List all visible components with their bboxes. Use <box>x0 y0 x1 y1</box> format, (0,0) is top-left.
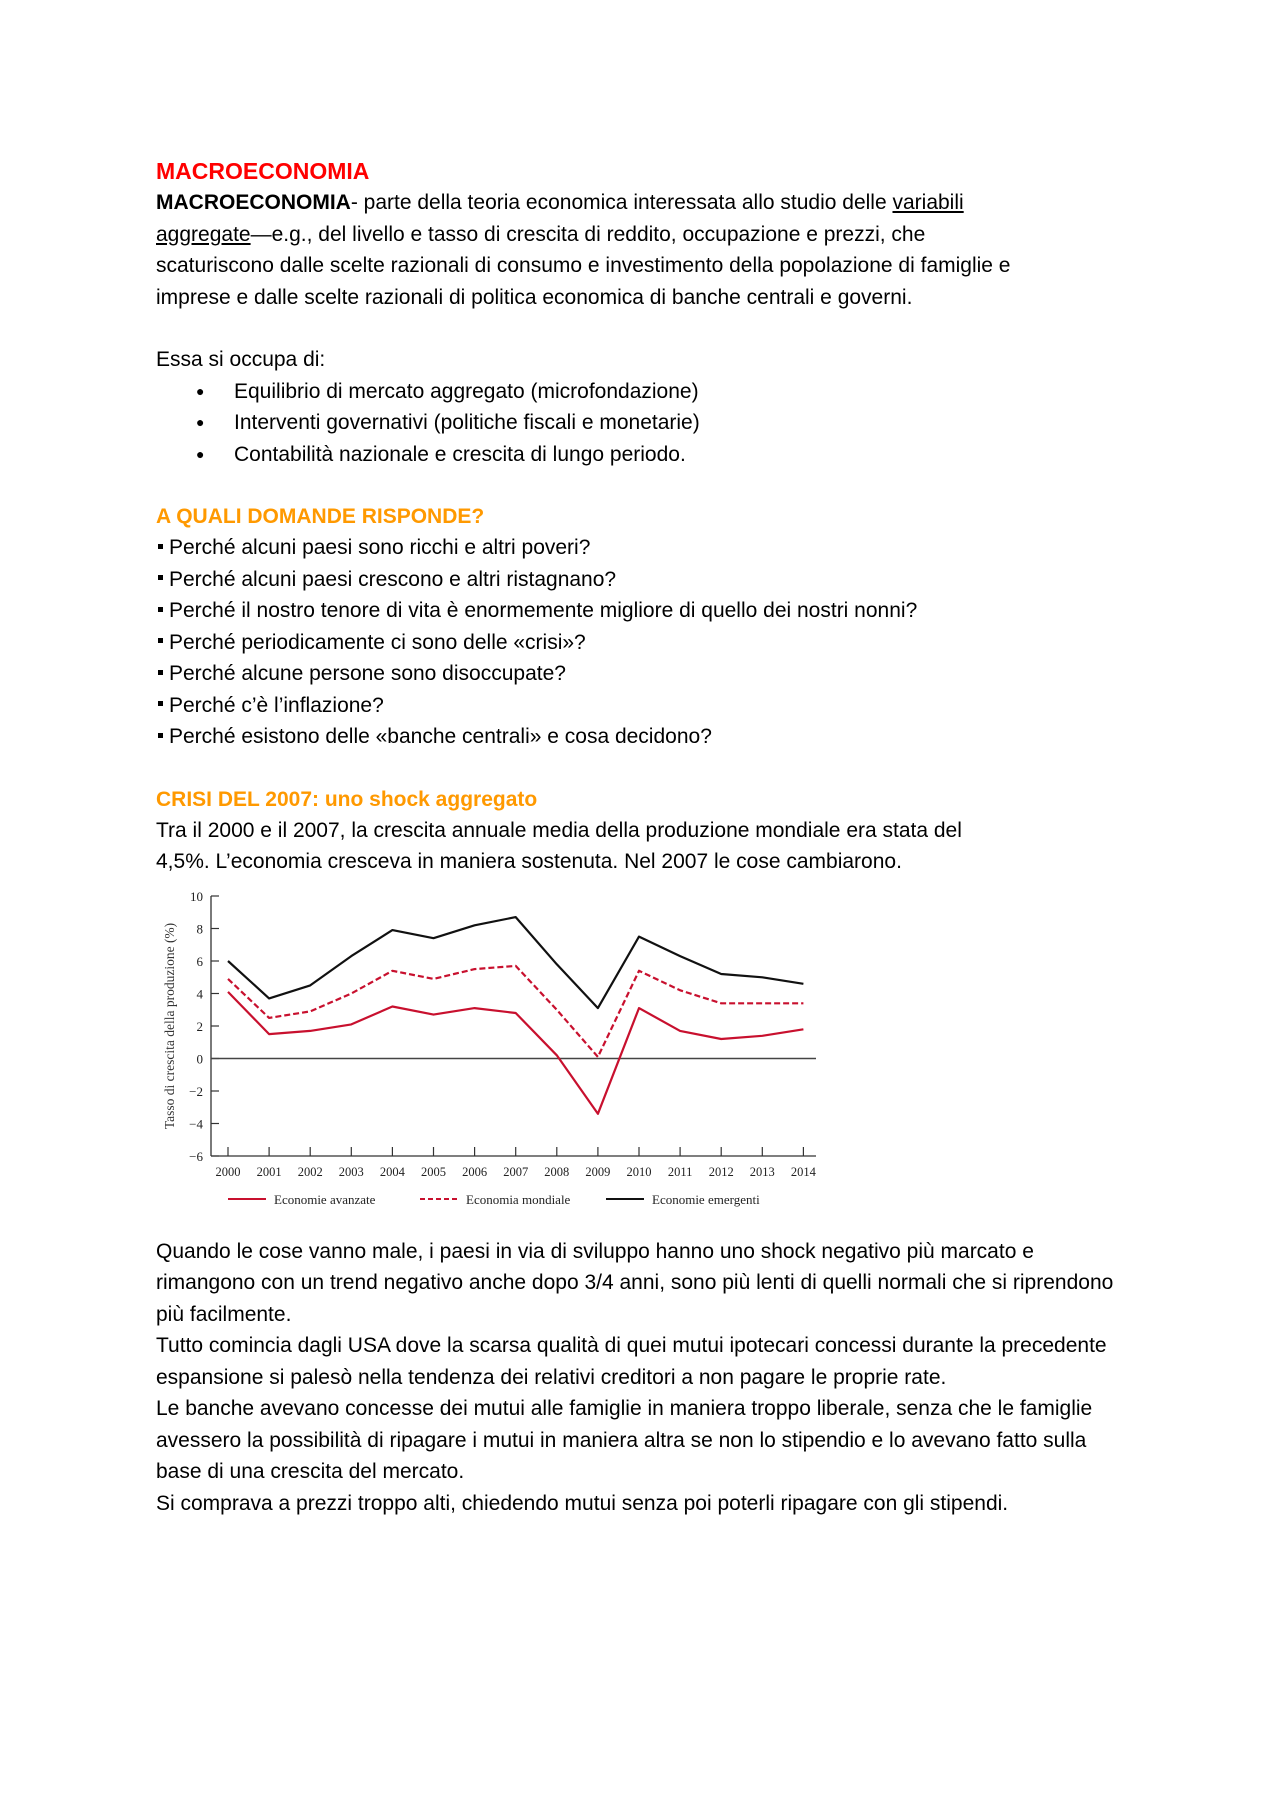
list-item-text: Contabilità nazionale e crescita di lungo periodo. <box>234 442 686 466</box>
list-item <box>156 532 1136 564</box>
spacer <box>156 753 1136 784</box>
x-tick-label: 2005 <box>421 1164 446 1179</box>
list-item-text: Perché alcuni paesi sono ricchi e altri poveri? <box>169 536 591 559</box>
list-item <box>156 690 1136 722</box>
body-paragraph: Quando le cose vanno male, i paesi in via di sviluppo hanno uno shock negativo più marcato e rimangono con un trend negativo anche dopo 3/4 anni, sono più lenti di quelli normali che si riprendono più facilmente. <box>156 1239 1114 1326</box>
list-item-text: Perché periodicamente ci sono delle «crisi»? <box>169 630 586 654</box>
definition-text: - parte della teoria economica interessata allo studio delle <box>350 191 893 214</box>
scope-list <box>156 376 1136 471</box>
y-tick-label: 8 <box>196 921 203 936</box>
y-tick-label: 0 <box>196 1051 203 1066</box>
crisis-heading: CRISI DEL 2007: uno shock aggregato <box>156 787 538 811</box>
list-item <box>156 595 1136 627</box>
spacer <box>156 313 1136 344</box>
legend-label: Economia mondiale <box>466 1191 571 1207</box>
document-page <box>156 156 1136 1519</box>
y-tick-label: −2 <box>189 1083 203 1099</box>
y-tick-label: 4 <box>196 986 203 1001</box>
y-tick-label: 10 <box>190 888 203 904</box>
bullet-square-icon <box>158 701 163 706</box>
bullet-square-icon <box>158 638 163 643</box>
x-tick-label: 2000 <box>215 1164 241 1179</box>
list-item <box>196 439 1136 471</box>
x-tick-label: 2013 <box>749 1164 775 1179</box>
definition-term: MACROECONOMIA <box>156 191 351 214</box>
list-item-text: Interventi governativi (politiche fiscali e monetarie) <box>234 411 700 434</box>
body-paragraph: Si comprava a prezzi troppo alti, chiedendo mutui senza poi poterli ripagare con gli stipendi. <box>156 1491 1009 1515</box>
legend-label: Economie emergenti <box>652 1191 760 1207</box>
list-item <box>156 564 1136 596</box>
x-tick-label: 2009 <box>585 1164 611 1179</box>
bullet-square-icon <box>158 544 163 549</box>
list-item <box>196 407 1136 439</box>
list-item <box>156 721 1136 753</box>
definition-paragraph <box>156 187 1136 313</box>
legend-label: Economie avanzate <box>274 1191 376 1207</box>
crisis-intro-line: Tra il 2000 e il 2007, la crescita annuale media della produzione mondiale era stata del <box>156 818 962 842</box>
list-item <box>156 627 1136 659</box>
definition-text: —e.g., del livello e tasso di crescita di reddito, occupazione e prezzi, che <box>250 222 926 246</box>
body-paragraph: Le banche avevano concesse dei mutui alle famiglie in maniera troppo liberale, senza che le famiglie avessero la possibilità di ripagare i mutui in maniera altra se non lo stipendio e lo avevano fatto sulla base di una crescita del mercato. <box>156 1397 1093 1483</box>
list-item-text: Perché esistono delle «banche centrali» e cosa decidono? <box>169 725 712 748</box>
series-line-economie-emergenti <box>228 917 803 1008</box>
spacer <box>156 470 1136 501</box>
underlined-term-variabili: variabili <box>892 191 964 214</box>
list-item <box>196 376 1136 408</box>
x-tick-label: 2001 <box>256 1164 282 1179</box>
list-item-text: Perché alcune persone sono disoccupate? <box>169 662 566 685</box>
y-tick-label: −4 <box>189 1116 203 1131</box>
definition-text: scaturiscono dalle scelte razionali di consumo e investimento della popolazione di famiglie e <box>156 254 1011 277</box>
bullet-square-icon <box>158 670 163 675</box>
y-tick-label: −6 <box>189 1148 203 1164</box>
bullet-dot-icon: ● <box>196 445 205 462</box>
x-tick-label: 2004 <box>379 1164 405 1179</box>
page-title: MACROECONOMIA <box>156 158 370 184</box>
x-tick-label: 2003 <box>338 1164 364 1179</box>
list-item-text: Equilibrio di mercato aggregato (microfondazione) <box>234 379 699 403</box>
definition-text: imprese e dalle scelte razionali di politica economica di banche centrali e governi. <box>156 285 913 309</box>
x-tick-label: 2014 <box>790 1164 816 1179</box>
line-chart-svg <box>156 886 836 1226</box>
x-tick-label: 2002 <box>297 1164 323 1179</box>
list-item-text: Perché il nostro tenore di vita è enormemente migliore di quello dei nostri nonni? <box>169 599 918 622</box>
list-item-text: Perché c’è l’inflazione? <box>169 693 384 717</box>
questions-heading: A QUALI DOMANDE RISPONDE? <box>156 505 485 528</box>
x-tick-label: 2007 <box>503 1164 529 1179</box>
bullet-dot-icon: ● <box>196 414 205 430</box>
y-tick-label: 6 <box>196 953 203 969</box>
body-paragraph: Tutto comincia dagli USA dove la scarsa qualità di quei mutui ipotecari concessi durante la precedente espansione si palesò nella tendenza dei relativi creditori a non pagare le proprie rate. <box>156 1334 1107 1389</box>
crisis-intro-line: 4,5%. L’economia cresceva in maniera sostenuta. Nel 2007 le cose cambiarono. <box>156 850 902 873</box>
y-axis-label: Tasso di crescita della produzione (%) <box>162 922 177 1129</box>
x-tick-label: 2008 <box>544 1164 570 1179</box>
y-tick-label: 2 <box>196 1018 203 1034</box>
underlined-term-aggregate: aggregate <box>156 222 251 246</box>
list-item-text: Perché alcuni paesi crescono e altri ristagnano? <box>169 567 617 591</box>
bullet-square-icon <box>158 607 163 612</box>
crisis-intro <box>156 815 1136 878</box>
x-tick-label: 2012 <box>708 1164 734 1179</box>
x-tick-label: 2006 <box>462 1164 488 1179</box>
series-line-economia-mondiale <box>228 965 803 1056</box>
bullet-dot-icon: ● <box>196 382 205 399</box>
x-tick-label: 2010 <box>626 1164 652 1179</box>
scope-intro: Essa si occupa di: <box>156 348 326 371</box>
list-item <box>156 658 1136 690</box>
questions-list <box>156 532 1136 753</box>
x-tick-label: 2011 <box>667 1164 693 1179</box>
bullet-square-icon <box>158 575 163 580</box>
growth-rate-chart <box>156 886 836 1226</box>
bullet-square-icon <box>158 733 163 738</box>
